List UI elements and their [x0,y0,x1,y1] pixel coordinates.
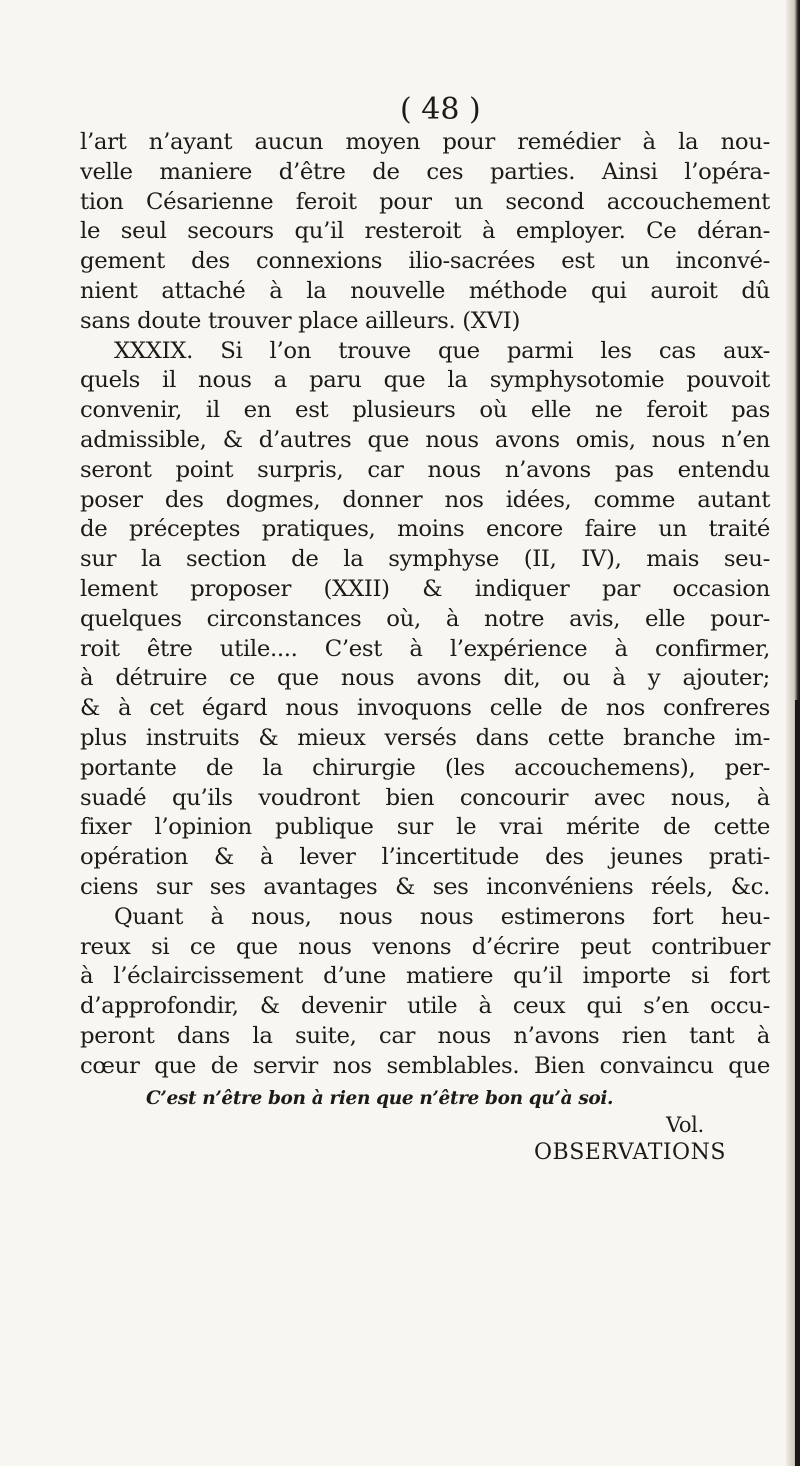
text-line: gement des connexions ilio-sacrées est un inconvé- [80,248,770,275]
text-line: à l’éclaircissement d’une matiere qu’il importe si fort [80,963,770,990]
text-line: de préceptes pratiques, moins encore faire un traité [80,516,770,543]
next-page-catchword: OBSERVATIONS [534,1139,726,1165]
text-line: ciens sur ses avantages & ses inconvéniens réels, &c. [80,873,770,900]
text-line: roit être utile.... C’est à l’expérience à confirmer, [80,635,770,662]
paragraph-start: Quant à nous, nous nous estimerons fort heu- [114,903,770,930]
text-line: quels il nous a paru que la symphysotomie pouvoit [80,367,770,394]
body-text [80,128,770,1168]
text-line: portante de la chirurgie (les accouchemens), per- [80,754,770,781]
page-number: ( 48 ) [400,92,481,127]
text-line: sur la section de la symphyse (II, IV), mais seu- [80,546,770,573]
text-line: admissible, & d’autres que nous avons omis, nous n’en [80,426,770,453]
text-line: plus instruits & mieux versés dans cette branche im- [80,724,770,751]
text-line: suadé qu’ils voudront bien concourir avec nous, à [80,784,770,811]
text-line: convenir, il en est plusieurs où elle ne feroit pas [80,397,770,424]
paragraph-start: XXXIX. Si l’on trouve que parmi les cas aux- [114,337,770,364]
text-line: nient attaché à la nouvelle méthode qui auroit dû [80,277,770,304]
footnote-quote: C’est n’être bon à rien que n’être bon qu’à soi. [146,1087,614,1109]
text-line: lement proposer (XXII) & indiquer par occasion [80,575,770,602]
text-line: l’art n’ayant aucun moyen pour remédier à la nou- [80,129,770,155]
text-line: le seul secours qu’il resteroit à employer. Ce déran- [80,218,770,245]
page-edge-dark [795,700,800,1466]
text-line: velle maniere d’être de ces parties. Ainsi l’opéra- [80,158,770,185]
text-line: & à cet égard nous invoquons celle de nos confreres [80,695,770,722]
text-line: quelques circonstances où, à notre avis, elle pour- [80,605,770,632]
text-line: reux si ce que nous venons d’écrire peut contribuer [80,933,770,960]
text-line: peront dans la suite, car nous n’avons rien tant à [80,1022,770,1049]
text-line: d’approfondir, & devenir utile à ceux qui s’en occu- [80,993,770,1020]
text-line: à détruire ce que nous avons dit, ou à y ajouter; [80,665,770,692]
catchword: Vol. [666,1112,704,1137]
text-line: poser des dogmes, donner nos idées, comme autant [80,486,770,513]
text-line: fixer l’opinion publique sur le vrai mérite de cette [80,814,770,841]
text-line: sans doute trouver place ailleurs. (XVI) [80,307,520,334]
text-line: opération & à lever l’incertitude des jeunes prati- [80,844,770,871]
text-line: cœur que de servir nos semblables. Bien convaincu que [80,1052,770,1079]
text-line: tion Césarienne feroit pour un second accouchement [80,188,770,215]
text-line: seront point surpris, car nous n’avons pas entendu [80,456,770,483]
